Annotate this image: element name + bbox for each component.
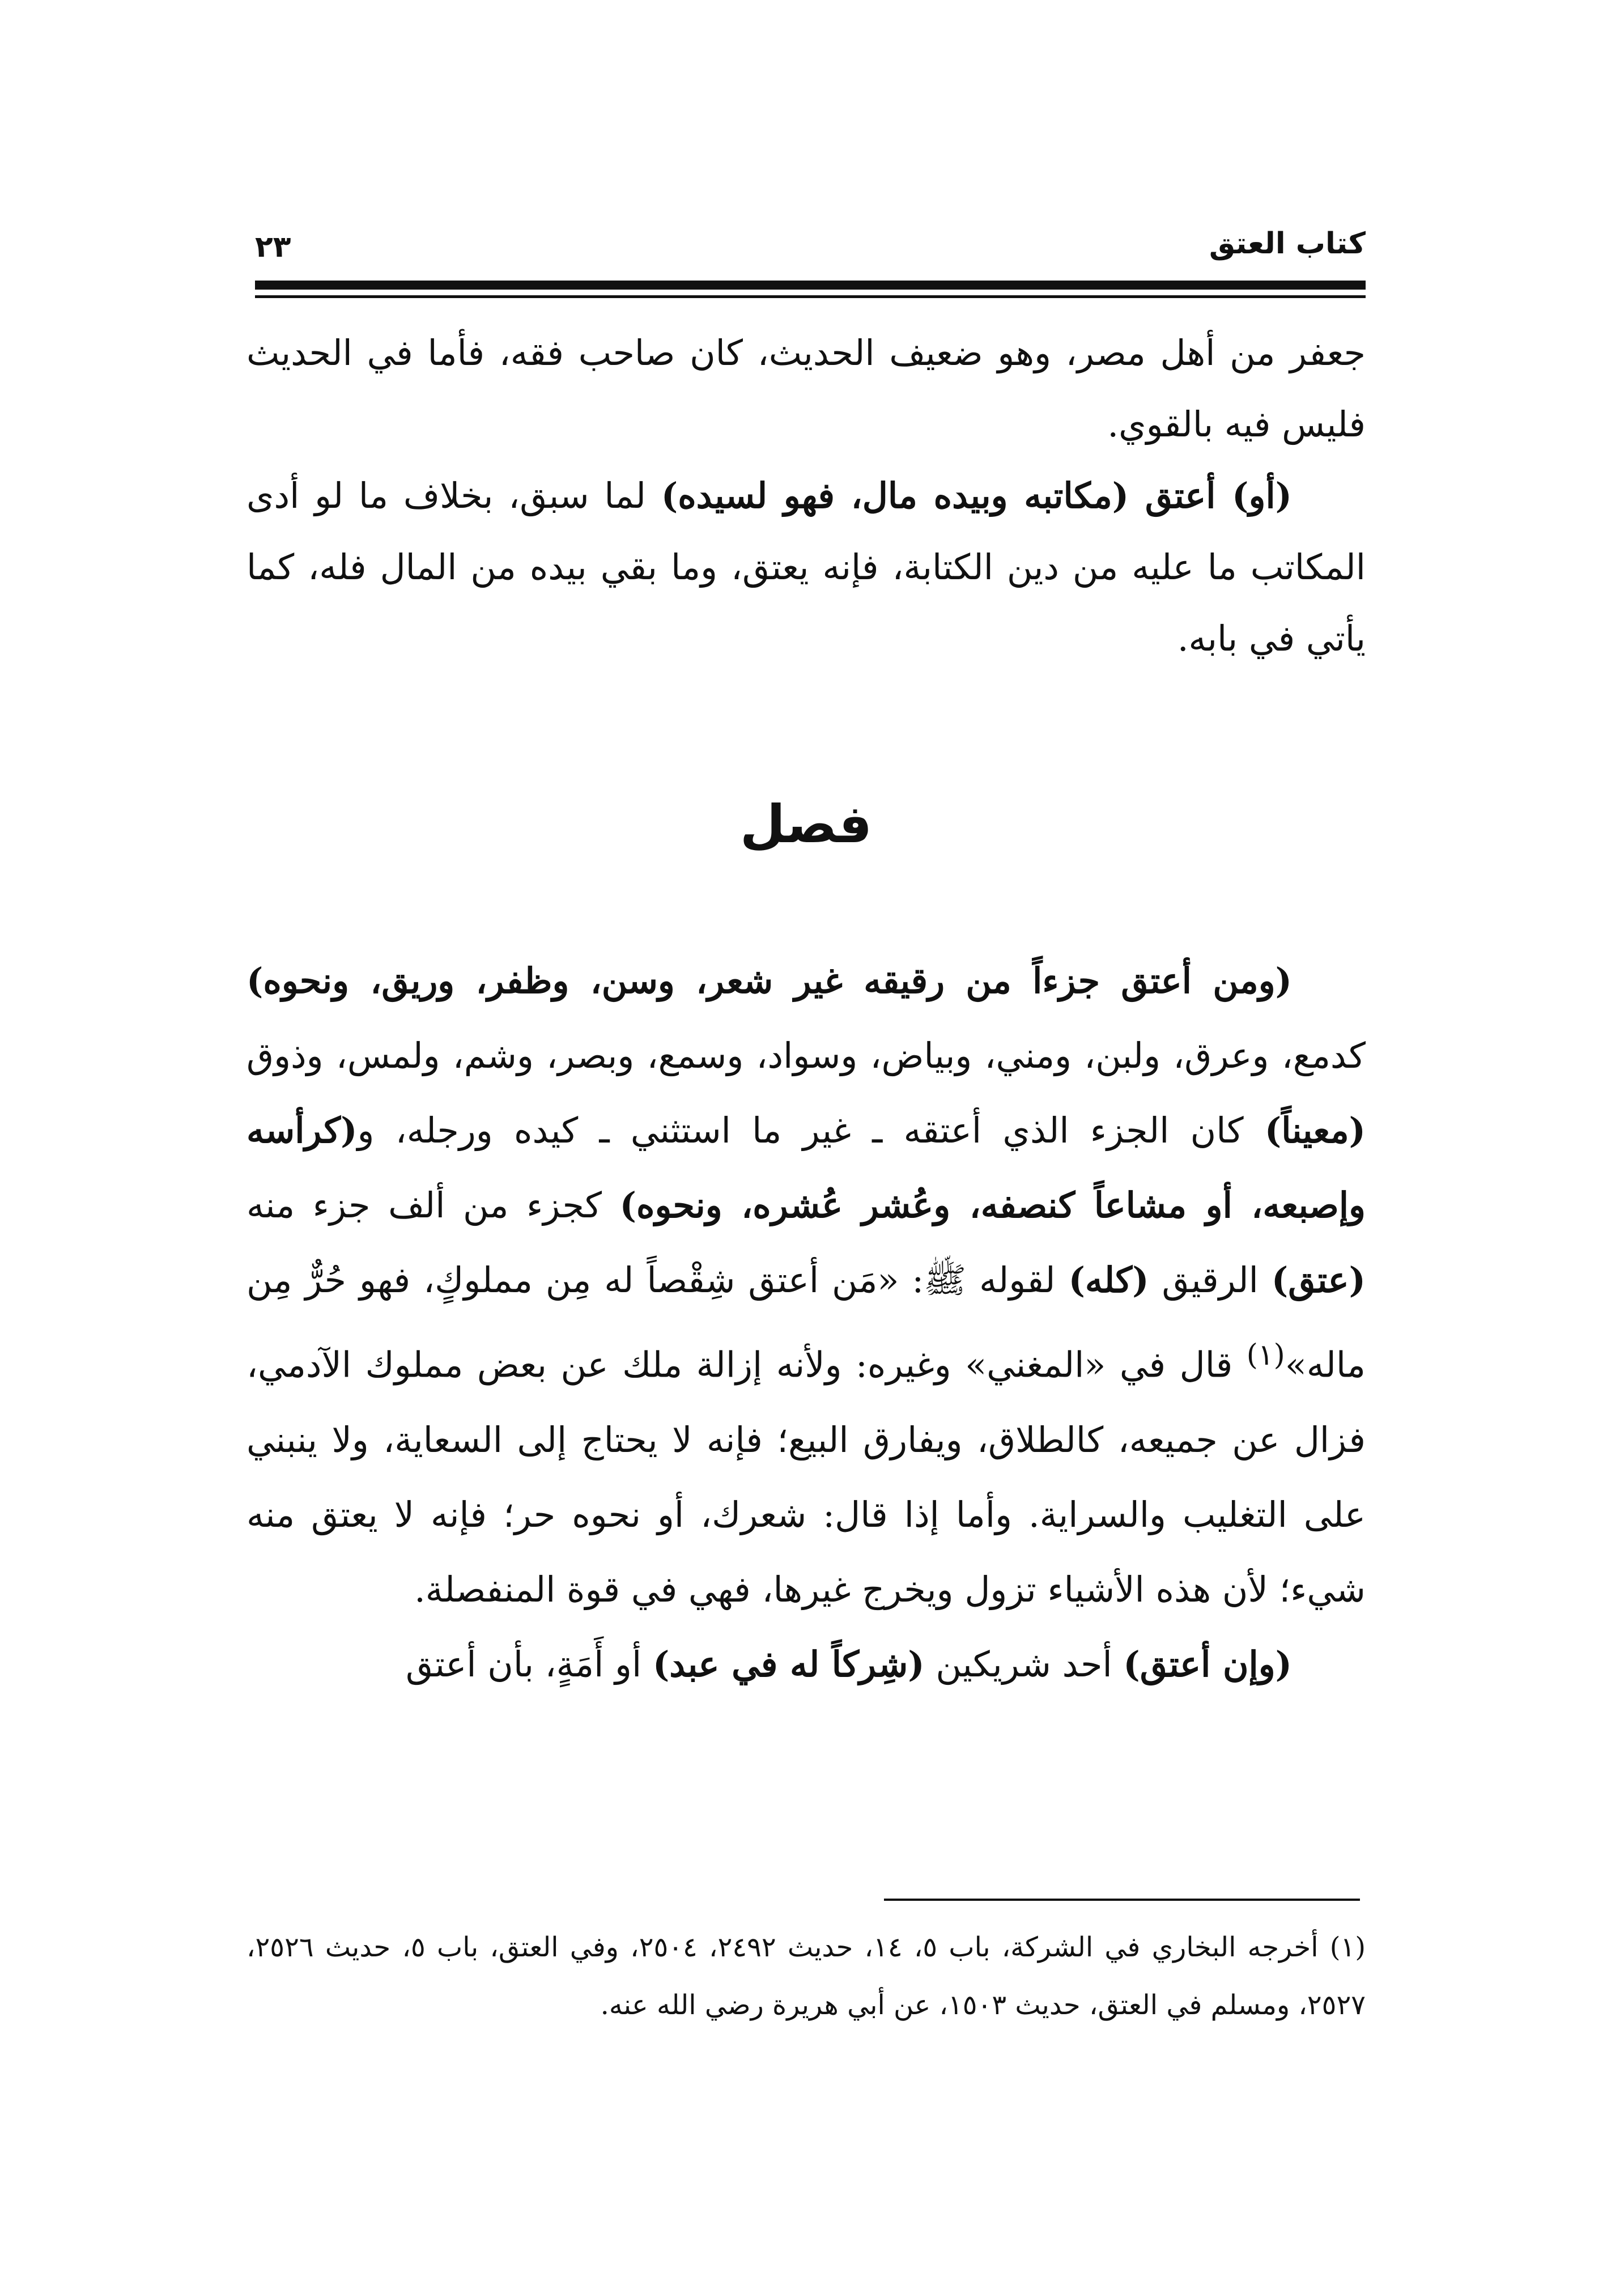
header-rule-thick [255,281,1366,290]
page-number: ٢٣ [255,230,291,264]
paragraph [246,944,1366,1627]
paragraph: جعفر من أهل مصر، وهو ضعيف الحديث، كان صاحب فقه، فأما في الحديث فليس فيه بالقوي. [246,332,1366,445]
text-run: كان الجزء الذي أعتقه ـ غير ما استثني ـ كيده ورجله، و [357,1110,1265,1151]
paragraph [246,460,1366,674]
text-run: أحد شريكين [924,1643,1124,1685]
body-text-top [246,317,1366,674]
text-run: الرقيق [1149,1259,1272,1301]
running-header [255,224,1366,264]
bold-phrase: (أو) أعتق (مكاتبه وبيده مال، فهو لسيده) [661,475,1292,516]
footnote-reference: (١) [1246,1338,1285,1372]
footnote [246,1918,1366,2034]
header-rule-thin [255,295,1366,298]
bold-phrase: (كرأسه وإصبعه، أو مشاعاً كنصفه، وعُشر عُشره، ونحوه) [246,1110,1366,1226]
section-heading: فصل [739,794,872,855]
chapter-title: كتاب العتق [1209,227,1366,261]
text-run: كدمع، وعرق، ولبن، ومني، وبياض، وسواد، وسمع، وبصر، وشم، ولمس، وذوق [246,1035,1366,1076]
bold-phrase: (وإن أعتق) [1123,1643,1292,1685]
footnote-text: (١) أخرجه البخاري في الشركة، باب ٥، ١٤، حديث ٢٤٩٢، ٢٥٠٤، وفي العتق، باب ٥، حديث ٢٥٢٦، ٢٥٢٧، ومسلم في العتق، حديث ١٥٠٣، عن أبي هريرة رضي الله عنه. [246,1931,1366,2021]
footnote-rule [884,1899,1360,1901]
body-text-main [246,944,1366,1702]
text-run: لقوله ﷺ: «مَن أعتق شِقْصاً له مِن مملوكٍ، فهو حُرٌّ مِن ماله» [246,1259,1366,1386]
text-run: أو أَمَةٍ، بأن أعتق [405,1643,653,1685]
bold-phrase: (كله) [1068,1259,1149,1301]
bold-phrase: (ومن أعتق جزءاً من رقيقه غير شعر، وسن، وظفر، وريق، ونحوه) [246,960,1292,1001]
text-run: قال في «المغني» وغيره: ولأنه إزالة ملك عن بعض مملوك الآدمي، فزال عن جميعه، كالطلاق، ويفارق البيع؛ فإنه لا يحتاج إلى السعاية، ولا ينبني على التغليب والسراية. وأما إذا قال: شعرك، أو نحوه حر؛ فإنه لا يعتق منه شيء؛ لأن هذه الأشياء تزول ويخرج غيرها، فهي في قوة المنفصلة. [246,1344,1366,1610]
paragraph [246,1627,1366,1702]
bold-phrase: (عتق) [1271,1259,1366,1301]
text-run: كجزء من ألف جزء منه [246,1184,620,1226]
text-run: لما سبق، بخلاف ما لو أدى المكاتب ما عليه من دين الكتابة، فإنه يعتق، وما بقي بيده من المال فله، كما يأتي في بابه. [246,475,1366,659]
bold-phrase: (شِركاً له في عبد) [652,1643,925,1685]
bold-phrase: (معيناً) [1264,1110,1366,1151]
